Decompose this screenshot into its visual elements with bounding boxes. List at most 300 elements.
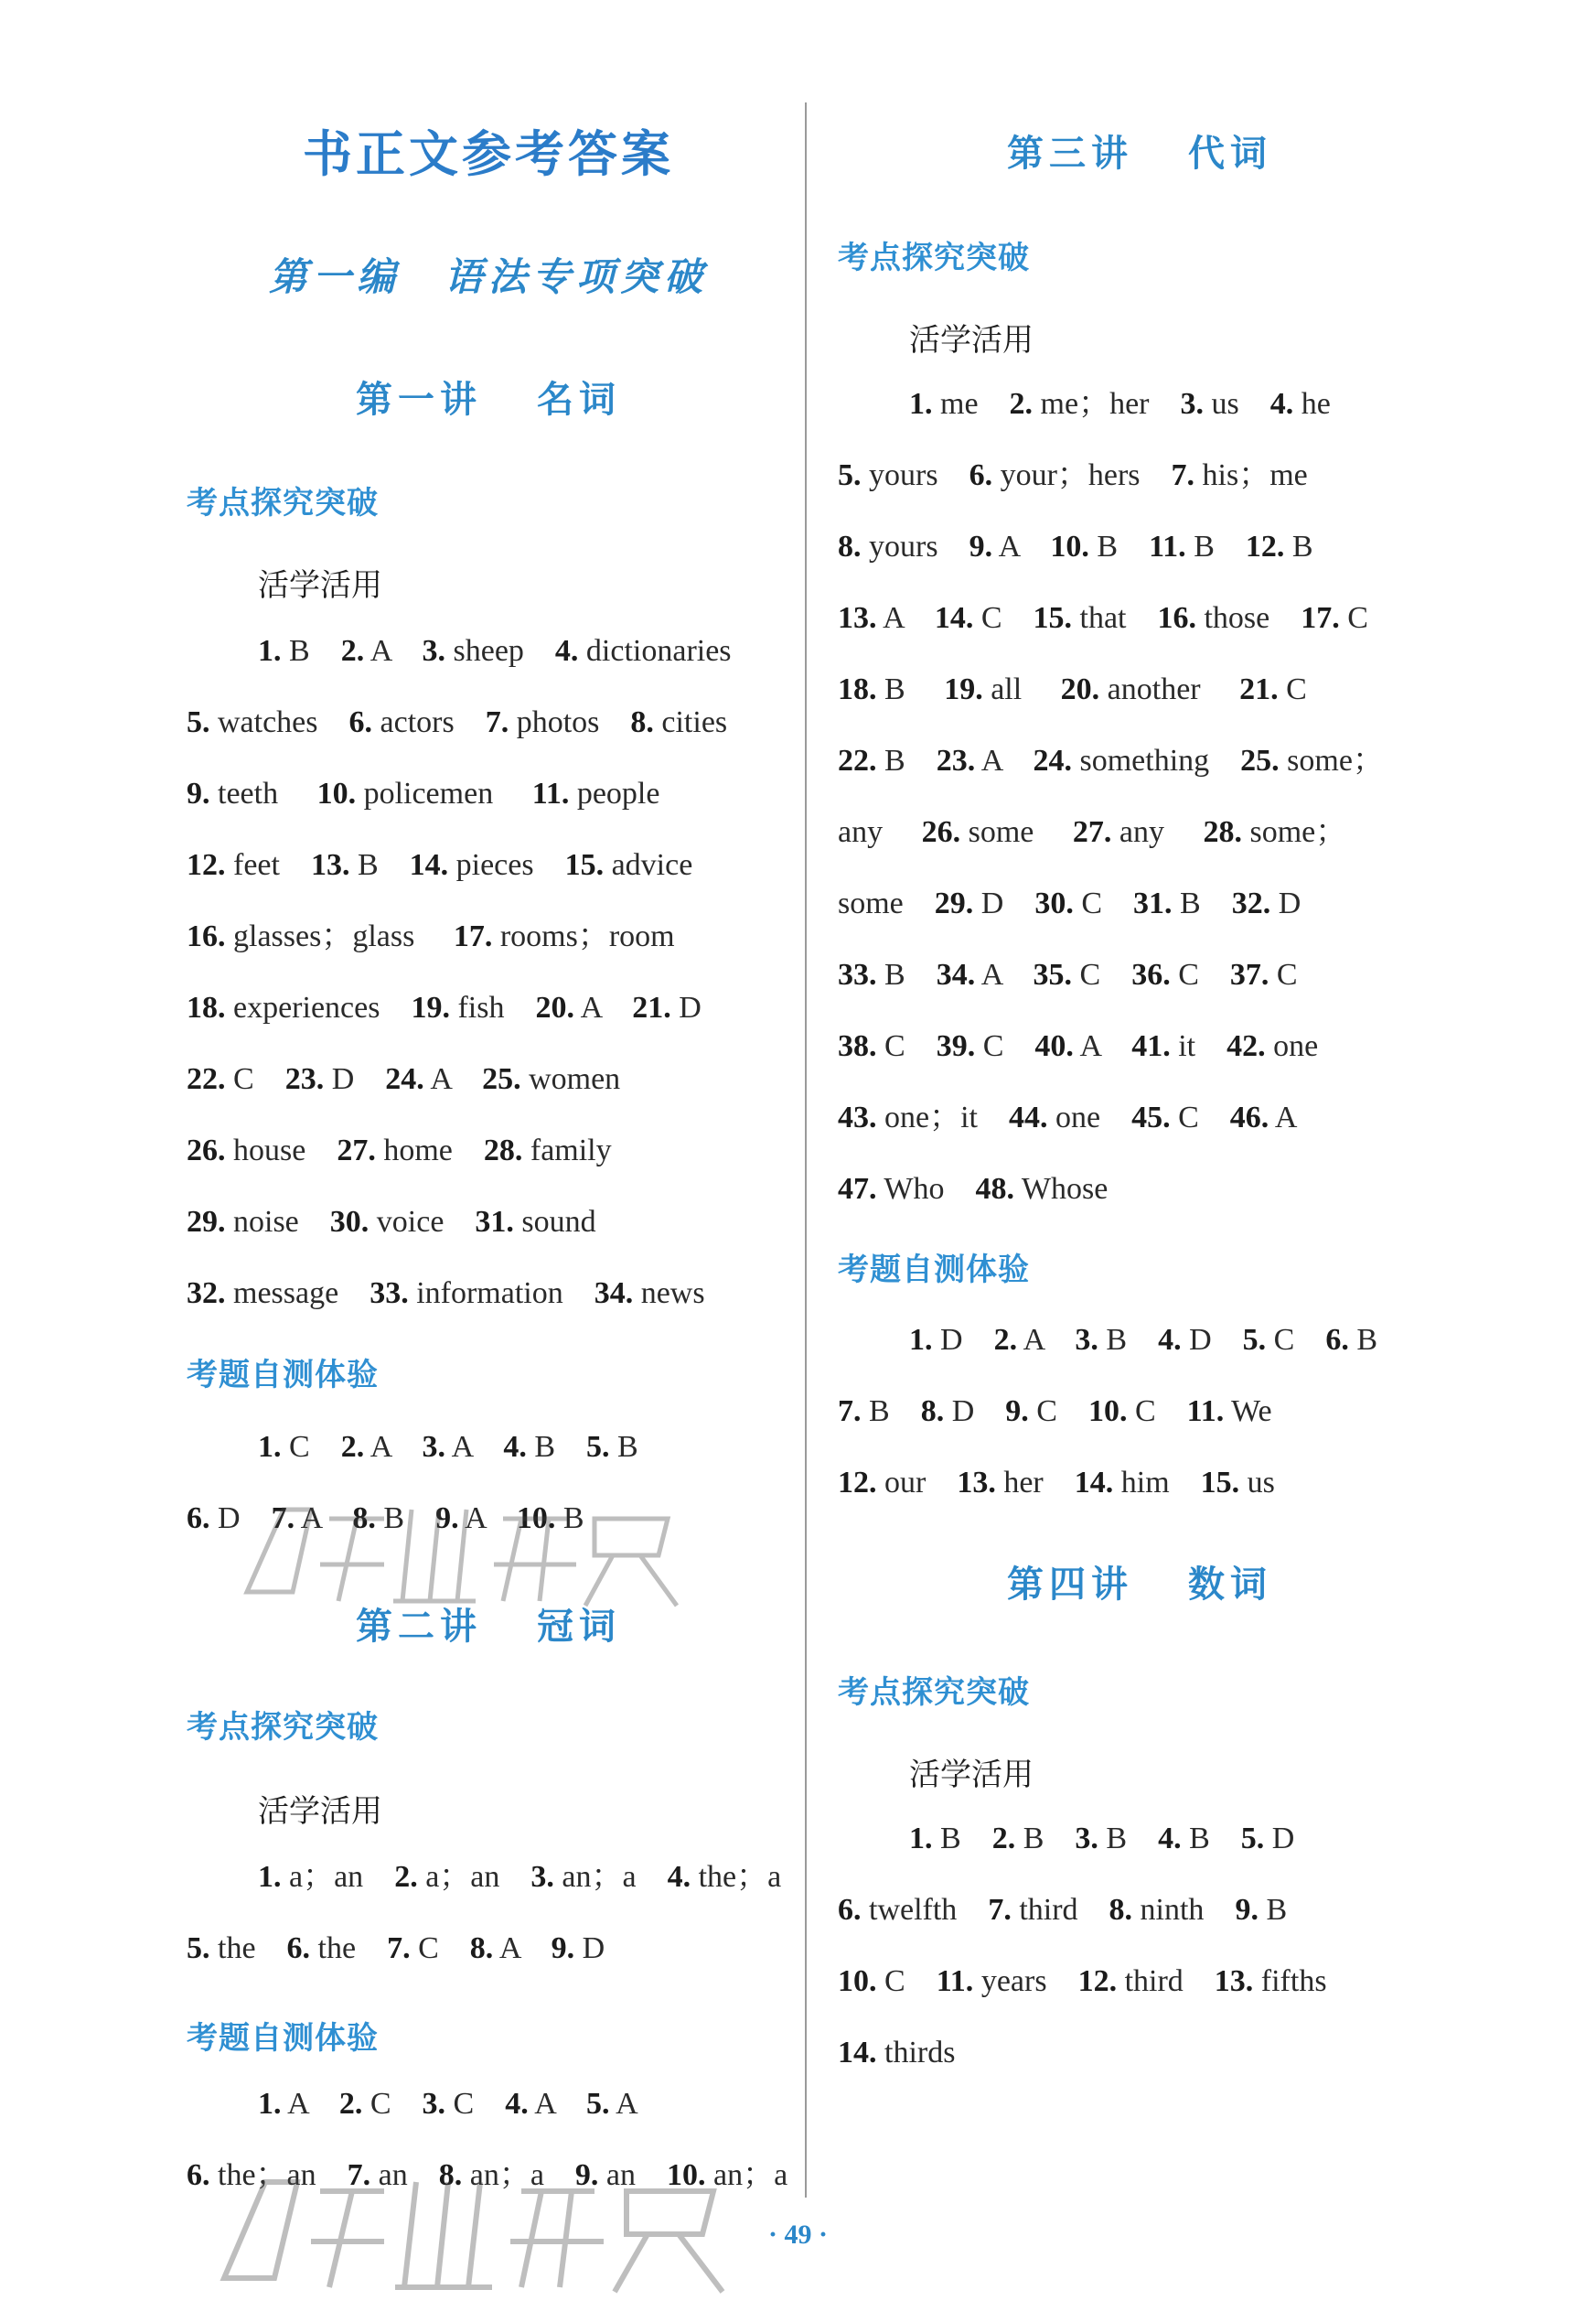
question-number: 32. [1231, 887, 1271, 920]
question-number: 23. [936, 744, 976, 778]
answer-text: B [1284, 530, 1313, 564]
answer-line [187, 1133, 612, 1169]
answer-line [838, 1171, 1108, 1208]
answer-text: C [445, 2087, 506, 2121]
answer-line [187, 1204, 596, 1241]
answer-text: sheep [445, 634, 555, 668]
answer-text: A [295, 1501, 353, 1535]
subsection-practice-l2: 活学活用 [258, 1793, 382, 1830]
question-number: 7. [347, 2158, 371, 2192]
answer-text: thirds [876, 2036, 956, 2069]
question-number: 19. [411, 991, 450, 1025]
answer-text: C [876, 1964, 937, 1998]
answer-text: B [609, 1430, 638, 1464]
subsection-practice-l4: 活学活用 [909, 1757, 1034, 1793]
answer-text: A [1269, 1101, 1298, 1134]
answer-line [838, 814, 1346, 851]
answer-text: B [876, 672, 945, 706]
question-number: 39. [936, 1029, 976, 1063]
question-number: 11. [936, 1964, 974, 1998]
question-number: 15. [1200, 1466, 1240, 1500]
answer-text: B [932, 1822, 992, 1855]
question-number: 6. [838, 1893, 862, 1927]
answer-text: B [1348, 1323, 1377, 1357]
answer-text: the；a [691, 1860, 782, 1894]
answer-line [187, 1275, 705, 1312]
answer-text: those [1195, 601, 1301, 635]
question-number: 3. [1075, 1822, 1098, 1855]
section-selftest-l1: 考题自测体验 [187, 1357, 379, 1393]
question-number: 24. [385, 1062, 424, 1096]
answer-line [909, 1821, 1294, 1857]
question-number: 13. [838, 601, 877, 635]
answer-text: rooms；room [492, 919, 675, 953]
answer-line [838, 1963, 1327, 2000]
section-explore-l2: 考点探究突破 [187, 1709, 379, 1746]
question-number: 4. [554, 634, 579, 668]
answer-text: teeth [209, 777, 317, 811]
question-number: 27. [1072, 815, 1112, 849]
answer-text: people [569, 777, 660, 811]
answer-text: B [375, 1501, 436, 1535]
question-number: 12. [1245, 530, 1285, 564]
question-number: 4. [1269, 387, 1294, 421]
question-number: 1. [258, 1430, 282, 1464]
answer-line [838, 600, 1368, 637]
answer-line [838, 1028, 1318, 1065]
answer-text: women [520, 1062, 621, 1096]
question-number: 3. [422, 634, 445, 668]
answer-text: C [1278, 672, 1307, 706]
answer-text: B [1258, 1893, 1288, 1927]
answer-text: message [225, 1276, 370, 1310]
answer-text: all [982, 672, 1061, 706]
answer-line [838, 529, 1313, 565]
question-number: 20. [1060, 672, 1100, 706]
answer-text: information [408, 1276, 594, 1310]
question-number: 1. [258, 1860, 282, 1894]
question-number: 1. [909, 1323, 933, 1357]
lecture-3-title: 第三讲 代词 [1007, 133, 1272, 175]
question-number: 37. [1229, 958, 1269, 992]
answer-line [838, 457, 1308, 494]
question-number: 35. [1033, 958, 1072, 992]
answer-text: B [1185, 530, 1246, 564]
answer-line [838, 1100, 1297, 1136]
question-number: 11. [1186, 1394, 1225, 1428]
question-number: 9. [187, 777, 210, 811]
question-number: 46. [1229, 1101, 1269, 1134]
answer-line [838, 957, 1298, 994]
answer-line [838, 672, 1307, 708]
answer-text: Whose [1013, 1172, 1109, 1206]
answer-text: twelfth [861, 1893, 989, 1927]
answer-text: noise [225, 1205, 330, 1239]
answer-text: D [324, 1062, 386, 1096]
question-number: 17. [453, 919, 493, 953]
question-number: 26. [187, 1134, 226, 1167]
question-number: 6. [187, 1501, 210, 1535]
question-number: 38. [838, 1029, 877, 1063]
answer-text: an；a [462, 2158, 575, 2192]
answer-line [258, 1859, 781, 1896]
question-number: 7. [988, 1893, 1012, 1927]
question-number: 40. [1034, 1029, 1074, 1063]
answer-text: C [1266, 1323, 1326, 1357]
question-number: 9. [551, 1931, 575, 1965]
answer-text: D [1264, 1822, 1295, 1855]
question-number: 5. [586, 1430, 610, 1464]
question-number: 33. [838, 958, 877, 992]
answer-text: him [1113, 1466, 1201, 1500]
answer-text: C [1269, 958, 1298, 992]
answer-text: A [528, 2087, 586, 2121]
answer-text: B [1172, 887, 1232, 920]
page-title: 书正文参考答案 [303, 125, 674, 183]
answer-text: me [932, 387, 1010, 421]
answer-text: your；hers [992, 458, 1172, 492]
answer-line [838, 1465, 1275, 1501]
answer-line [187, 1061, 620, 1098]
question-number: 7. [485, 705, 509, 739]
question-number: 36. [1131, 958, 1171, 992]
answer-text: B [1098, 1822, 1159, 1855]
question-number: 7. [387, 1931, 411, 1965]
answer-text: A [992, 530, 1051, 564]
answer-text: Who [876, 1172, 976, 1206]
section-selftest-l2: 考题自测体验 [187, 2020, 379, 2057]
answer-text: watches [209, 705, 349, 739]
answer-text: B [861, 1394, 921, 1428]
answer-text: We [1224, 1394, 1272, 1428]
question-number: 5. [1242, 1323, 1267, 1357]
question-number: 12. [187, 848, 226, 882]
question-number: 28. [483, 1134, 523, 1167]
answer-text: us [1204, 387, 1270, 421]
question-number: 21. [1239, 672, 1279, 706]
answer-text: B [876, 958, 937, 992]
question-number: 8. [1109, 1893, 1133, 1927]
answer-text: dictionaries [578, 634, 732, 668]
answer-text: B [1181, 1822, 1241, 1855]
question-number: 14. [409, 848, 449, 882]
answer-text: he [1293, 387, 1331, 421]
answer-text: that [1072, 601, 1158, 635]
answer-text: A [975, 958, 1034, 992]
answer-text: years [973, 1964, 1078, 1998]
answer-line [187, 990, 702, 1027]
question-number: 24. [1033, 744, 1072, 778]
answer-text: A [975, 744, 1034, 778]
answer-text: B [349, 848, 410, 882]
question-number: 10. [1087, 1394, 1128, 1428]
answer-text: any [838, 815, 922, 849]
section-selftest-l3: 考题自测体验 [838, 1252, 1030, 1288]
question-number: 6. [187, 2158, 210, 2192]
question-number: 23. [284, 1062, 325, 1096]
question-number: 8. [838, 530, 862, 564]
answer-text: the [310, 1931, 388, 1965]
answer-text: C [281, 1430, 341, 1464]
answer-line [187, 847, 692, 884]
answer-text: our [876, 1466, 958, 1500]
question-number: 2. [1009, 387, 1034, 421]
answer-text: B [1088, 530, 1150, 564]
answer-text: cities [653, 705, 728, 739]
question-number: 2. [338, 2087, 363, 2121]
question-number: 3. [422, 1430, 445, 1464]
question-number: 2. [340, 1430, 365, 1464]
answer-text: an [370, 2158, 439, 2192]
question-number: 10. [516, 1501, 556, 1535]
answer-text: C [225, 1062, 285, 1096]
answer-text: B [555, 1501, 584, 1535]
answer-text: C [1072, 958, 1132, 992]
question-number: 5. [586, 2087, 610, 2121]
answer-text: B [281, 634, 341, 668]
question-number: 18. [187, 991, 226, 1025]
question-number: 2. [991, 1822, 1016, 1855]
question-number: 25. [1240, 744, 1280, 778]
answer-text: actors [372, 705, 486, 739]
answer-text: A [1073, 1029, 1132, 1063]
answer-text: A [423, 1062, 483, 1096]
question-number: 13. [957, 1466, 996, 1500]
answer-text: A [493, 1931, 552, 1965]
answer-text: third [1011, 1893, 1109, 1927]
answer-text: policemen [356, 777, 532, 811]
question-number: 14. [934, 601, 974, 635]
question-number: 3. [530, 1860, 554, 1894]
answer-text: C [1170, 1101, 1230, 1134]
answer-text: one [1047, 1101, 1132, 1134]
answer-text: photos [509, 705, 631, 739]
answer-line [187, 919, 675, 955]
question-number: 9. [969, 530, 993, 564]
question-number: 14. [838, 2036, 877, 2069]
answer-text: any [1111, 815, 1204, 849]
question-number: 31. [475, 1205, 514, 1239]
answer-text: D [574, 1931, 605, 1965]
answer-text: third [1117, 1964, 1215, 1998]
answer-text: A [573, 991, 633, 1025]
question-number: 29. [934, 887, 974, 920]
question-number: 13. [1214, 1964, 1254, 1998]
question-number: 21. [632, 991, 671, 1025]
answer-text: A [281, 2087, 339, 2121]
question-number: 6. [286, 1931, 311, 1965]
answer-text: her [995, 1466, 1075, 1500]
answer-text: C [362, 2087, 423, 2121]
question-number: 8. [630, 705, 654, 739]
question-number: 2. [340, 634, 365, 668]
answer-text: A [609, 2087, 638, 2121]
answer-text: D [944, 1394, 1006, 1428]
answer-text: D [932, 1323, 994, 1357]
answer-text: another [1099, 672, 1240, 706]
question-number: 3. [422, 2087, 445, 2121]
question-number: 1. [258, 2087, 282, 2121]
answer-line [258, 2086, 638, 2123]
question-number: 1. [909, 1822, 933, 1855]
question-number: 28. [1203, 815, 1242, 849]
answer-text: home [375, 1134, 484, 1167]
question-number: 22. [187, 1062, 226, 1096]
section-explore-l3: 考点探究突破 [838, 240, 1030, 276]
question-number: 30. [329, 1205, 370, 1239]
question-number: 27. [337, 1134, 376, 1167]
question-number: 16. [1157, 601, 1196, 635]
answer-text: sound [513, 1205, 596, 1239]
answer-text: yours [861, 458, 969, 492]
answer-line [258, 1429, 638, 1466]
question-number: 4. [503, 1430, 527, 1464]
question-number: 33. [370, 1276, 409, 1310]
answer-text: C [876, 1029, 937, 1063]
answer-text: glasses；glass [225, 919, 454, 953]
answer-text: some [960, 815, 1073, 849]
question-number: 22. [838, 744, 877, 778]
question-number: 13. [310, 848, 350, 882]
lecture-4-title: 第四讲 数词 [1007, 1564, 1272, 1606]
question-number: 44. [1008, 1101, 1048, 1134]
answer-line [838, 743, 1384, 779]
answer-text: D [209, 1501, 272, 1535]
question-number: 8. [438, 2158, 463, 2192]
question-number: 41. [1131, 1029, 1171, 1063]
subsection-practice-l3: 活学活用 [909, 322, 1034, 359]
question-number: 2. [394, 1860, 418, 1894]
answer-text: the [209, 1931, 287, 1965]
answer-line [909, 1322, 1377, 1359]
question-number: 6. [969, 458, 993, 492]
question-number: 15. [564, 848, 605, 882]
question-number: 32. [187, 1276, 226, 1310]
question-number: 7. [271, 1501, 295, 1535]
question-number: 9. [574, 2158, 599, 2192]
question-number: 18. [838, 672, 877, 706]
question-number: 4. [1158, 1323, 1182, 1357]
page-number: · 49 · [767, 2220, 828, 2250]
answer-text: B [876, 744, 937, 778]
question-number: 25. [482, 1062, 521, 1096]
answer-line [838, 2035, 955, 2071]
question-number: 45. [1131, 1101, 1171, 1134]
question-number: 10. [838, 1964, 877, 1998]
section-explore-l4: 考点探究突破 [838, 1674, 1030, 1711]
question-number: 31. [1133, 887, 1173, 920]
answer-text: B [526, 1430, 586, 1464]
question-number: 10. [1050, 530, 1089, 564]
answer-text: news [633, 1276, 705, 1310]
answer-line [838, 1892, 1287, 1929]
answer-text: house [225, 1134, 337, 1167]
answer-text: A [1017, 1323, 1076, 1357]
answer-text: it [1170, 1029, 1227, 1063]
question-number: 30. [1034, 887, 1074, 920]
answer-text: a；an [417, 1860, 531, 1894]
answer-text: an [598, 2158, 668, 2192]
answer-line [187, 776, 659, 812]
answer-line [187, 1930, 605, 1967]
question-number: 6. [1325, 1323, 1349, 1357]
question-number: 4. [1158, 1822, 1182, 1855]
answer-text: C [1170, 958, 1230, 992]
question-number: 8. [352, 1501, 376, 1535]
question-number: 9. [1235, 1893, 1259, 1927]
question-number: 42. [1226, 1029, 1266, 1063]
answer-line [838, 886, 1301, 922]
answer-text: family [522, 1134, 612, 1167]
question-number: 10. [667, 2158, 706, 2192]
answer-line [187, 704, 727, 741]
answer-text: B [1015, 1822, 1076, 1855]
question-number: 1. [258, 634, 282, 668]
question-number: 19. [944, 672, 983, 706]
answer-text: advice [604, 848, 693, 882]
answer-text: A [364, 1430, 423, 1464]
question-number: 4. [505, 2087, 529, 2121]
question-number: 11. [1149, 530, 1186, 564]
answer-text: D [1270, 887, 1301, 920]
question-number: 7. [838, 1394, 862, 1428]
answer-text: the；an [209, 2158, 348, 2192]
question-number: 43. [838, 1101, 877, 1134]
question-number: 6. [348, 705, 373, 739]
column-divider [805, 102, 807, 2198]
answer-text: voice [369, 1205, 476, 1239]
answer-text: A [876, 601, 935, 635]
watermark-logo-1 [229, 1482, 704, 1619]
question-number: 8. [469, 1931, 494, 1965]
question-number: 17. [1301, 601, 1340, 635]
answer-text: some； [1241, 815, 1347, 849]
question-number: 5. [838, 458, 862, 492]
answer-text: D [670, 991, 702, 1025]
question-number: 12. [838, 1466, 877, 1500]
question-number: 20. [535, 991, 574, 1025]
question-number: 8. [920, 1394, 945, 1428]
question-number: 15. [1033, 601, 1072, 635]
section-explore-l1: 考点探究突破 [187, 485, 379, 521]
question-number: 3. [1180, 387, 1204, 421]
answer-text: fifths [1253, 1964, 1327, 1998]
answer-line [838, 1393, 1272, 1430]
answer-text: his；me [1194, 458, 1308, 492]
question-number: 10. [316, 777, 357, 811]
answer-line [258, 633, 732, 670]
answer-text: A [445, 1430, 504, 1464]
answer-text: yours [861, 530, 969, 564]
question-number: 5. [187, 1931, 210, 1965]
answer-line [909, 386, 1331, 423]
question-number: 9. [1005, 1394, 1029, 1428]
question-number: 14. [1074, 1466, 1114, 1500]
answer-text: an；a [553, 1860, 668, 1894]
part-title: 第一编 语法专项突破 [268, 254, 708, 299]
question-number: 1. [909, 387, 933, 421]
question-number: 48. [975, 1172, 1014, 1206]
answer-text: some； [1279, 744, 1384, 778]
answer-text: an；a [705, 2158, 788, 2192]
answer-text: C [975, 1029, 1035, 1063]
question-number: 34. [594, 1276, 634, 1310]
answer-text: one；it [876, 1101, 1009, 1134]
lecture-1-title: 第一讲 名词 [356, 379, 621, 421]
answer-text: C [1028, 1394, 1088, 1428]
subsection-practice-l1: 活学活用 [258, 567, 382, 604]
lecture-2-title: 第二讲 冠词 [356, 1606, 621, 1648]
